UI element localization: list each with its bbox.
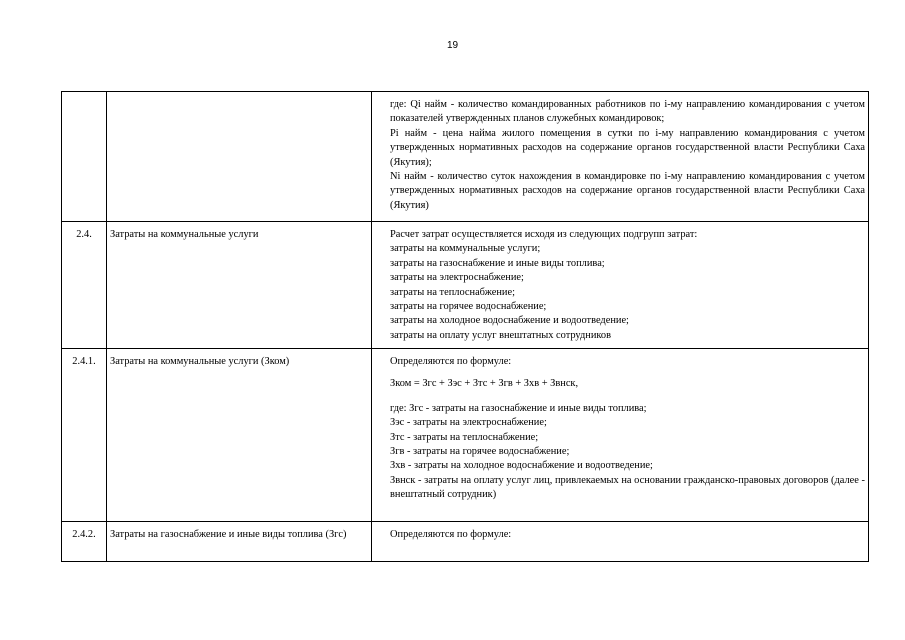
row-description xyxy=(372,92,869,222)
description-line: затраты на электроснабжение; xyxy=(390,272,524,284)
row-name xyxy=(107,92,372,222)
table-row xyxy=(62,222,869,349)
row-number: 2.4.1. xyxy=(62,349,107,522)
row-description xyxy=(372,222,869,349)
description-line: Ni найм - количество суток нахождения в командировке по i-му направлению командирования с учетом утвержденных нормативных расходов на содержание органов государственной власти Республики Саха (Якутия) xyxy=(390,171,865,211)
description-line: затраты на холодное водоснабжение и водоотведение; xyxy=(390,315,629,327)
row-number: 2.4.2. xyxy=(62,522,107,562)
description-line: затраты на газоснабжение и иные виды топлива; xyxy=(390,257,605,269)
description-line: Звнск - затраты на оплату услуг лиц, привлекаемых на основании гражданско-правовых договоров (далее - внештатный сотрудник) xyxy=(390,474,865,501)
description-line: затраты на коммунальные услуги; xyxy=(390,243,541,255)
row-number xyxy=(62,92,107,222)
description-line: затраты на теплоснабжение; xyxy=(390,286,515,298)
row-number: 2.4. xyxy=(62,222,107,349)
description-line: затраты на горячее водоснабжение; xyxy=(390,301,547,313)
description-line: где: Згс - затраты на газоснабжение и иные виды топлива; xyxy=(390,402,647,414)
expense-table xyxy=(61,91,869,562)
description-line: Pi найм - цена найма жилого помещения в сутки по i-му направлению командирования с учетом утвержденных нормативных расходов на содержание органов государственной власти Республики Саха (Якутия); xyxy=(390,127,865,168)
formula-intro: Определяются по формуле: xyxy=(390,356,512,367)
table-row xyxy=(62,522,869,562)
description-line: Расчет затрат осуществляется исходя из следующих подгрупп затрат: xyxy=(390,229,698,240)
row-description xyxy=(372,522,869,562)
row-name: Затраты на газоснабжение и иные виды топлива (Згс) xyxy=(107,522,372,562)
description-line: Згв - затраты на горячее водоснабжение; xyxy=(390,446,570,458)
formula: Зком = Згс + Зэс + Зтс + Згв + Зхв + Звнск, xyxy=(390,378,579,390)
row-name: Затраты на коммунальные услуги (Зком) xyxy=(107,349,372,522)
description-line: Зэс - затраты на электроснабжение; xyxy=(390,417,547,429)
table-row xyxy=(62,92,869,222)
description-line: затраты на оплату услуг внештатных сотрудников xyxy=(390,329,612,341)
formula-intro: Определяются по формуле: xyxy=(390,529,512,540)
row-description xyxy=(372,349,869,522)
description-line: Зхв - затраты на холодное водоснабжение и водоотведение; xyxy=(390,460,653,472)
description-line: где: Qi найм - количество командированных работников по i-му направлению командирования с учетом показателей утвержденных планов служебных командировок; xyxy=(390,99,865,125)
row-name: Затраты на коммунальные услуги xyxy=(107,222,372,349)
description-line: Зтс - затраты на теплоснабжение; xyxy=(390,431,539,443)
table-row xyxy=(62,349,869,522)
page-number: 19 xyxy=(446,40,459,51)
